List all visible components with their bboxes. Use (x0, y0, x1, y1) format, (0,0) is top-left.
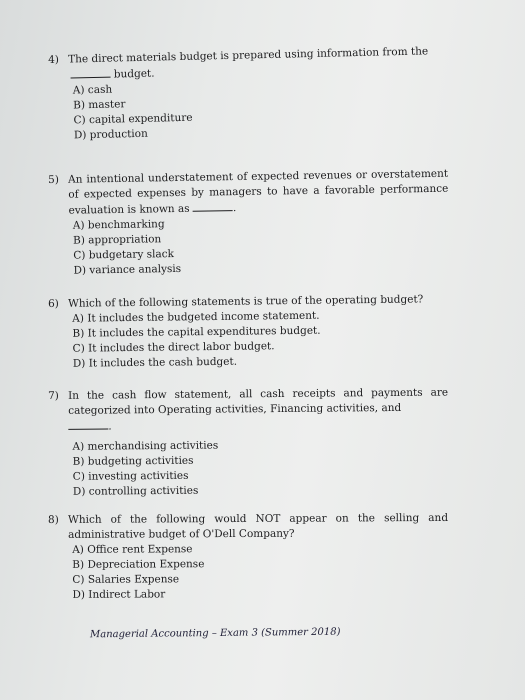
answer-blank (68, 418, 108, 429)
option-c: C) budgetary slack (73, 248, 175, 262)
option-a: A) merchandising activities (72, 439, 219, 453)
answer-options (48, 437, 449, 500)
option-b: B) budgeting activities (72, 454, 194, 468)
question-stem-continued: budget. (113, 67, 155, 81)
option-c: C) It includes the direct labor budget. (72, 340, 275, 355)
answer-options (49, 75, 450, 144)
question-stem: Which of the following statements is true of the operating budget? (68, 293, 424, 310)
option-b: B) Depreciation Expense (72, 558, 205, 571)
question-number: 7) (48, 389, 59, 402)
option-a: A) It includes the budgeted income statement. (72, 309, 320, 325)
question-stem: In the cash flow statement, all cash receipts and payments are categorized into Operating activities, Financing activities, and (68, 386, 449, 417)
option-b: B) appropriation (72, 233, 162, 247)
option-d: D) variance analysis (73, 262, 182, 277)
option-d: D) Indirect Labor (72, 588, 166, 601)
question-number: 6) (48, 297, 59, 310)
question-7: 7) In the cash flow statement, all cash receipts and payments are categorized into Operating activities, Financing activities, and . A) merchandising activities B) budgeting activities C) investing activities D) controlling activities (48, 386, 449, 500)
question-number: 5) (48, 173, 59, 186)
question-stem: An intentional understatement of expected revenues or overstatement of expected expenses by managers to have a favorable performance evaluation is known as (68, 167, 449, 217)
question-6 (48, 292, 449, 372)
question-number: 4) (48, 53, 60, 66)
option-d: D) controlling activities (72, 484, 199, 498)
option-a: A) Office rent Expense (72, 543, 193, 556)
answer-options (49, 213, 450, 279)
option-b: B) master (73, 98, 126, 112)
question-number: 8) (48, 513, 59, 526)
option-a: A) benchmarking (72, 218, 165, 232)
question-stem: The direct materials budget is prepared using information from the (68, 45, 429, 66)
answer-blank (193, 200, 233, 212)
option-c: C) Salaries Expense (72, 573, 180, 586)
option-c: C) capital expenditure (73, 111, 193, 127)
option-b: B) It includes the capital expenditures budget. (72, 324, 321, 340)
question-stem: Which of the following would NOT appear on the selling and administrative budget of O'Dell Company? (68, 511, 449, 541)
answer-blank (70, 67, 110, 79)
question-8 (48, 511, 448, 603)
answer-options (48, 307, 449, 372)
option-d: D) It includes the cash budget. (72, 355, 238, 370)
option-c: C) investing activities (72, 469, 189, 483)
question-5: 5) An intentional understatement of expected revenues or overstatement of expected expenses by managers to have a favorable performance evaluation is known as . A) benchmarking B) appropriation C) budgetary slack D) variance analysis (48, 167, 450, 279)
option-d: D) production (73, 127, 148, 142)
option-a: A) cash (72, 83, 113, 97)
page-footer: Managerial Accounting – Exam 3 (Summer 2018) (89, 626, 341, 641)
answer-options (48, 541, 448, 603)
question-4 (48, 44, 450, 144)
